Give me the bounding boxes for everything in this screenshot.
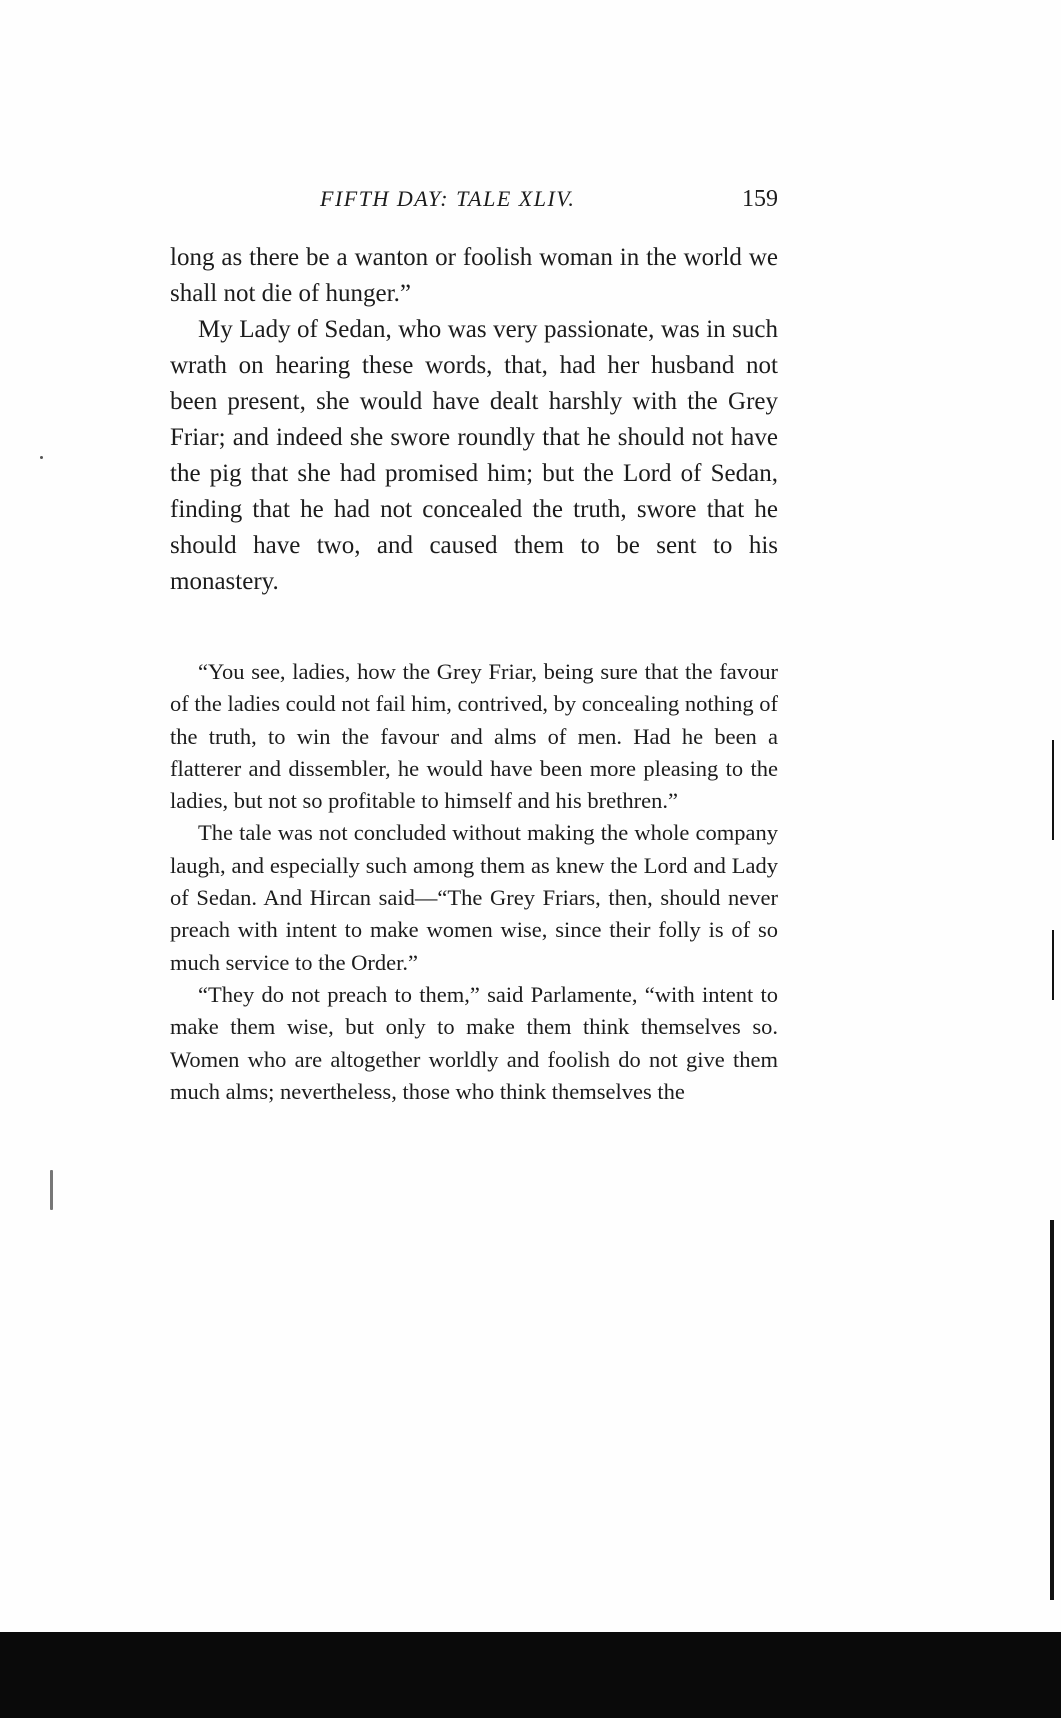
scan-edge-mark [1050,1220,1054,1600]
scan-bottom-border [0,1632,1061,1718]
commentary-paragraph: “They do not preach to them,” said Parlamente, “with intent to make them wise, but only to make them think themselves so. Women who are altogether worldly and foolish do not give them much alms; nevertheless, those who think themselves the [170,981,778,1104]
scan-speck [50,1170,53,1210]
page-header [170,186,778,220]
narrative-text [170,240,778,600]
narrative-paragraph: My Lady of Sedan, who was very passionate, was in such wrath on hearing these words, that, had her husband not been present, she would have dealt harshly with the Grey Friar; and indeed she swore roundly that he should not have the pig that she had promised him; but the Lord of Sedan, finding that he had not concealed the truth, swore that he should have two, and caused them to be sent to his monastery. [170,316,778,595]
commentary-paragraph: “You see, ladies, how the Grey Friar, being sure that the favour of the ladies could not fail him, contrived, by concealing nothing of the truth, to win the favour and alms of men. Had he been a flatterer and dissembler, he would have been more pleasing to the ladies, but not so profitable to himself and his brethren.” [170,659,778,814]
commentary-text [170,656,778,1108]
page-number: 159 [742,186,778,212]
scan-edge-mark [1052,740,1054,840]
narrative-paragraph: long as there be a wanton or foolish woman in the world we shall not die of hunger.” [170,244,778,307]
scan-edge-mark [1052,930,1054,1000]
scan-speck [40,456,43,459]
commentary-paragraph: The tale was not concluded without making the whole company laugh, and especially such among them as knew the Lord and Lady of Sedan. And Hircan said—“The Grey Friars, then, should never preach with intent to make women wise, since their folly is of so much service to the Order.” [170,820,778,975]
running-head: FIFTH DAY: TALE XLIV. [320,186,576,211]
